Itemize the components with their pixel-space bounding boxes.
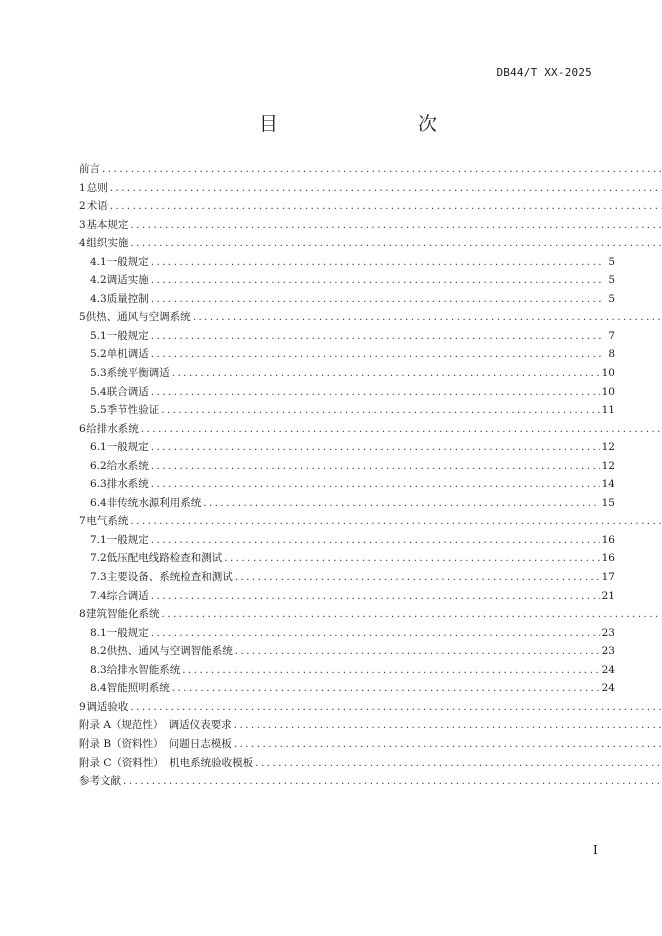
toc-entry[interactable] xyxy=(79,698,662,717)
toc-subsection-entry[interactable] xyxy=(79,364,615,383)
toc-subsection-entry[interactable] xyxy=(79,549,615,568)
toc-entry-number: 6 xyxy=(79,422,86,435)
toc-entry-label: 附录 A（规范性） 调适仪表要求 xyxy=(79,719,232,732)
toc-entry-number: 8 xyxy=(79,608,86,621)
toc-entry-label: 参考文献 xyxy=(79,775,121,788)
toc-leader-dots xyxy=(235,642,600,661)
toc-entry-label: 附录 B（资料性） 问题日志模板 xyxy=(79,737,232,750)
toc-entry-number: 7.2 xyxy=(90,552,107,565)
toc-entry-label: 调适实施 xyxy=(106,274,149,287)
toc-entry-label: 基本规定 xyxy=(86,218,129,231)
toc-entry-label: 附录 C（资料性） 机电系统验收模板 xyxy=(79,756,254,769)
toc-entry[interactable] xyxy=(79,197,662,216)
toc-entry-number: 2 xyxy=(79,200,86,213)
toc-subsection-entry[interactable] xyxy=(79,624,615,643)
toc-entry-number: 7.4 xyxy=(90,589,107,602)
toc-entry-page: 5 xyxy=(608,255,615,268)
toc-subsection-entry[interactable] xyxy=(79,661,615,680)
toc-entry-label: 电气系统 xyxy=(86,515,129,528)
toc-entry-number: 4 xyxy=(79,237,86,250)
toc-leader-dots xyxy=(182,661,599,680)
toc-subsection-entry[interactable] xyxy=(79,531,615,550)
toc-entry-label: 给排水系统 xyxy=(86,422,139,435)
toc-entry-label: 非传统水源利用系统 xyxy=(106,496,202,509)
toc-leader-dots xyxy=(130,698,662,717)
toc-entry-page: 24 xyxy=(601,682,615,695)
toc-entry-page: 23 xyxy=(601,626,615,639)
toc-leader-dots xyxy=(151,383,600,402)
toc-entry-number: 9 xyxy=(79,700,86,713)
toc-entry[interactable] xyxy=(79,234,662,253)
toc-entry-number: 6.1 xyxy=(90,441,107,454)
toc-entry-number: 7 xyxy=(79,515,86,528)
toc-leader-dots xyxy=(102,160,662,179)
toc-entry-number: 6.2 xyxy=(90,459,107,472)
toc-entry-label: 排水系统 xyxy=(106,478,149,491)
toc-entry[interactable] xyxy=(79,735,662,754)
toc-leader-dots xyxy=(151,345,605,364)
toc-leader-dots xyxy=(161,401,599,420)
toc-entry-page: 14 xyxy=(601,478,615,491)
toc-entry-page: 24 xyxy=(601,663,615,676)
toc-entry-number: 6.3 xyxy=(90,478,107,491)
toc-entry-label: 综合调适 xyxy=(106,589,149,602)
toc-leader-dots xyxy=(162,605,662,624)
toc-entry[interactable] xyxy=(79,772,662,791)
toc-leader-dots xyxy=(130,234,662,253)
toc-entry-label: 低压配电线路检查和测试 xyxy=(106,552,223,565)
document-code: DB44/T XX-2025 xyxy=(496,66,592,79)
toc-subsection-entry[interactable] xyxy=(79,383,615,402)
toc-entry-number: 4.2 xyxy=(90,274,107,287)
toc-entry-page: 8 xyxy=(608,348,615,361)
toc-leader-dots xyxy=(110,197,662,216)
toc-subsection-entry[interactable] xyxy=(79,290,615,309)
toc-subsection-entry[interactable] xyxy=(79,438,615,457)
toc-entry[interactable] xyxy=(79,420,662,439)
toc-entry-number: 8.1 xyxy=(90,626,107,639)
toc-entry-label: 一般规定 xyxy=(106,533,149,546)
page-title: 目 次 xyxy=(258,113,471,135)
toc-entry-number: 5.5 xyxy=(90,404,107,417)
toc-entry[interactable] xyxy=(79,754,662,773)
toc-subsection-entry[interactable] xyxy=(79,327,615,346)
toc-entry-page: 11 xyxy=(601,404,615,417)
toc-leader-dots xyxy=(234,735,662,754)
toc-leader-dots xyxy=(172,364,600,383)
toc-entry-number: 3 xyxy=(79,218,86,231)
toc-leader-dots xyxy=(151,587,600,606)
toc-entry-page: 10 xyxy=(601,367,615,380)
toc-subsection-entry[interactable] xyxy=(79,253,615,272)
toc-leader-dots xyxy=(141,420,662,439)
toc-entry-label: 组织实施 xyxy=(86,237,129,250)
toc-leader-dots xyxy=(235,568,600,587)
toc-entry-label: 一般规定 xyxy=(106,255,149,268)
toc-entry[interactable] xyxy=(79,179,662,198)
toc-leader-dots xyxy=(151,327,605,346)
toc-leader-dots xyxy=(130,512,662,531)
toc-entry-page: 17 xyxy=(601,571,615,584)
toc-subsection-entry[interactable] xyxy=(79,475,615,494)
toc-leader-dots xyxy=(151,271,605,290)
toc-leader-dots xyxy=(151,624,600,643)
toc-entry-label: 系统平衡调适 xyxy=(106,367,170,380)
toc-entry-label: 建筑智能化系统 xyxy=(86,608,160,621)
toc-entry-label: 一般规定 xyxy=(106,441,149,454)
toc-entry-number: 5.4 xyxy=(90,385,107,398)
toc-entry-page: 21 xyxy=(601,589,615,602)
toc-entry-label: 前言 xyxy=(79,163,100,175)
toc-leader-dots xyxy=(203,494,599,513)
toc-subsection-entry[interactable] xyxy=(79,568,615,587)
toc-entry-label: 主要设备、系统检查和测试 xyxy=(106,571,233,584)
toc-entry-number: 5.1 xyxy=(90,329,107,342)
toc-entry-number: 7.1 xyxy=(90,533,107,546)
page-number: I xyxy=(593,843,598,857)
toc-entry[interactable] xyxy=(79,160,662,179)
toc-entry-label: 智能照明系统 xyxy=(106,682,170,695)
toc-entry-page: 7 xyxy=(608,329,615,342)
toc-entry-number: 1 xyxy=(79,181,86,194)
toc-leader-dots xyxy=(130,216,662,235)
toc-leader-dots xyxy=(110,179,662,198)
table-of-contents xyxy=(79,160,662,791)
toc-leader-dots xyxy=(151,475,600,494)
toc-entry-label: 一般规定 xyxy=(106,329,149,342)
toc-entry-label: 供热、通风与空调智能系统 xyxy=(106,645,233,658)
toc-entry-label: 给水系统 xyxy=(106,459,149,472)
toc-subsection-entry[interactable] xyxy=(79,457,615,476)
toc-entry[interactable] xyxy=(79,716,662,735)
toc-entry-number: 5 xyxy=(79,311,86,324)
toc-entry-page: 12 xyxy=(601,459,615,472)
toc-entry-label: 联合调适 xyxy=(106,385,149,398)
toc-subsection-entry[interactable] xyxy=(79,271,615,290)
toc-entry-number: 6.4 xyxy=(90,496,107,509)
toc-entry-page: 10 xyxy=(601,385,615,398)
toc-subsection-entry[interactable] xyxy=(79,345,615,364)
toc-entry-label: 术语 xyxy=(86,200,108,213)
toc-entry-page: 5 xyxy=(608,274,615,287)
toc-entry-number: 4.3 xyxy=(90,292,107,305)
toc-entry-number: 5.2 xyxy=(90,348,107,361)
toc-leader-dots xyxy=(151,531,600,550)
toc-entry-page: 23 xyxy=(601,645,615,658)
toc-entry[interactable] xyxy=(79,308,662,327)
toc-leader-dots xyxy=(151,253,605,272)
toc-leader-dots xyxy=(172,679,600,698)
toc-entry-number: 8.3 xyxy=(90,663,107,676)
toc-leader-dots xyxy=(151,290,605,309)
toc-entry-page: 16 xyxy=(601,552,615,565)
toc-entry-page: 16 xyxy=(601,533,615,546)
toc-subsection-entry[interactable] xyxy=(79,401,615,420)
toc-entry-page: 15 xyxy=(601,496,615,509)
toc-entry-number: 7.3 xyxy=(90,571,107,584)
toc-entry-label: 一般规定 xyxy=(106,626,149,639)
toc-leader-dots xyxy=(151,457,600,476)
toc-subsection-entry[interactable] xyxy=(79,642,615,661)
toc-entry-label: 季节性验证 xyxy=(106,404,160,417)
toc-subsection-entry[interactable] xyxy=(79,587,615,606)
toc-entry-label: 给排水智能系统 xyxy=(106,663,181,676)
toc-leader-dots xyxy=(193,308,662,327)
toc-entry-label: 调适验收 xyxy=(86,700,129,713)
toc-leader-dots xyxy=(224,549,599,568)
toc-entry-page: 5 xyxy=(608,292,615,305)
toc-entry-number: 8.4 xyxy=(90,682,107,695)
toc-leader-dots xyxy=(151,438,600,457)
toc-subsection-entry[interactable] xyxy=(79,494,615,513)
toc-entry[interactable] xyxy=(79,512,662,531)
toc-entry[interactable] xyxy=(79,216,662,235)
toc-leader-dots xyxy=(123,772,662,791)
toc-entry-label: 单机调适 xyxy=(106,348,149,361)
toc-leader-dots xyxy=(234,716,662,735)
toc-leader-dots xyxy=(255,754,662,773)
toc-entry-label: 总则 xyxy=(86,181,108,194)
toc-entry-number: 8.2 xyxy=(90,645,107,658)
toc-entry-number: 5.3 xyxy=(90,367,107,380)
toc-entry[interactable] xyxy=(79,605,662,624)
toc-subsection-entry[interactable] xyxy=(79,679,615,698)
toc-entry-page: 12 xyxy=(601,441,615,454)
toc-entry-label: 质量控制 xyxy=(106,292,149,305)
toc-entry-label: 供热、通风与空调系统 xyxy=(85,311,191,324)
toc-entry-number: 4.1 xyxy=(90,255,107,268)
